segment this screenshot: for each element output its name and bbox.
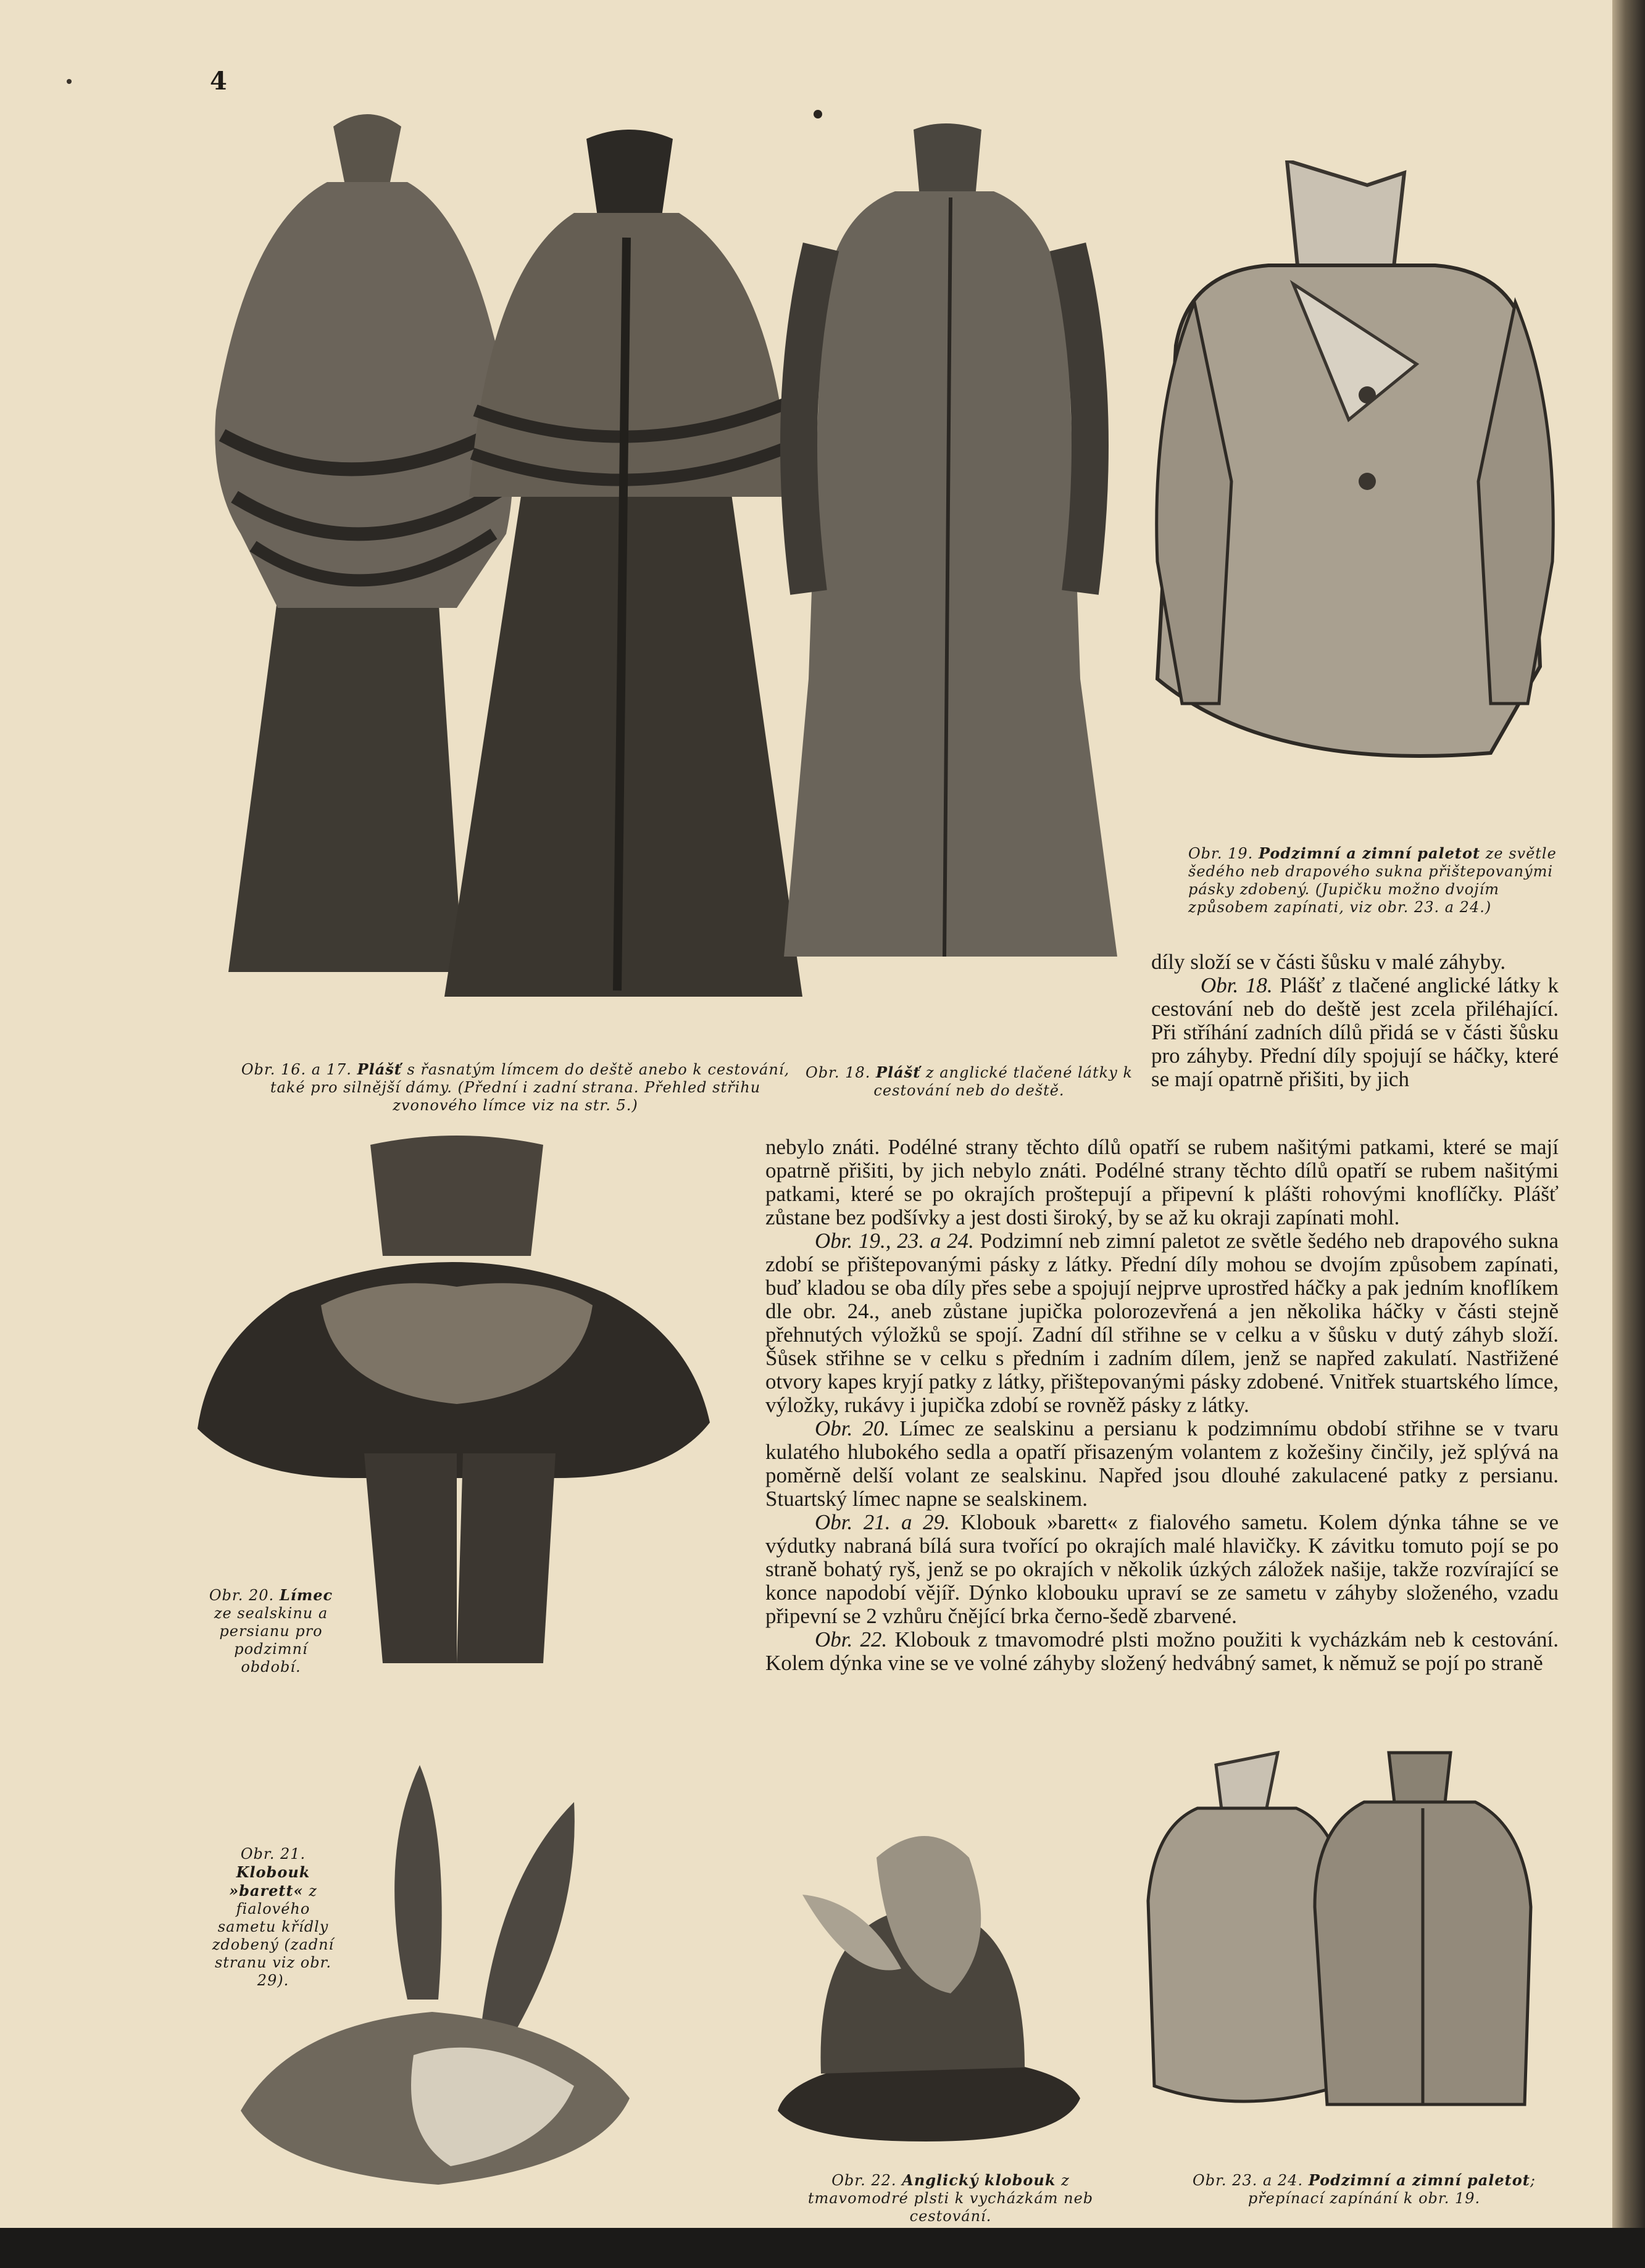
caption-ref: Obr. 18. — [806, 1064, 871, 1081]
caption-title: Plášť — [357, 1060, 402, 1078]
illustration-cape-coat-front — [432, 127, 815, 1009]
figure-reference: Obr. 21. a 29. — [815, 1510, 950, 1534]
ink-speck — [814, 110, 822, 118]
paragraph — [765, 1511, 1559, 1628]
caption-text: ; přepínací zapínání k obr. 19. — [1247, 2172, 1536, 2207]
paragraph — [765, 1229, 1559, 1417]
caption-text: z fialového sametu křídly zdobený (zadní stranu viz obr. 29). — [212, 1882, 335, 1989]
caption-fig-23-24 — [1160, 2171, 1568, 2208]
paragraph-text: Podzimní neb zimní paletot ze světle šedého neb drapového sukna zdobí se přištepovanými pásky z látky. Přední díly mohou se dvojím způsobem zapínati, buď kladou se oba díly přes sebe a spojují nejprve uprostřed háčky a pak jedním knoflíkem dle obr. 24., aneb zůstane jupička polorozevřená a jen několika háčky v části stejně přehnutých výložků se spojí. Zadní díl střihne se v celku a v šůsku v dutý záhyb složí. Šůsek střihne se v celku s předním i zadním dílem, jenž se napřed zakulatí. Nastřižené otvory kapes kryjí patky z látky, přištepovanými pásky zdobené. Vnitřek stuartského límce, výložky, rukávy i jupička zdobí se rovněž pásky z látky. — [765, 1229, 1559, 1417]
caption-ref: Obr. 19. — [1188, 845, 1254, 862]
paragraph-text: Klobouk z tmavomodré plsti možno použiti k vycházkám neb k cestování. Kolem dýnka vine se ve volné záhyby složený hedvábný samet, k němuž se pojí po straně — [765, 1627, 1559, 1675]
illustration-english-hat — [765, 1821, 1086, 2148]
caption-ref: Obr. 22. — [831, 2172, 897, 2189]
paragraph — [765, 1628, 1559, 1675]
caption-title: Plášť — [875, 1063, 921, 1081]
text-column-narrow — [1151, 950, 1559, 1091]
paragraph-text: Límec ze sealskinu a persianu k podzimnímu období střihne se v tvaru kulatého hlubokého sedla a opatří přisazeným volantem z kožešiny činčily, jež splývá na poměrně delší volant ze sealskinu. Napřed jsou dlouhé zakulacené patky z persianu. Stuartský límec napne se sealskinem. — [765, 1416, 1559, 1511]
figure-reference: Obr. 20. — [815, 1416, 890, 1440]
caption-fig-22 — [790, 2171, 1111, 2225]
paragraph-text: Klobouk »barett« z fialového sametu. Kolem dýnka táhne se ve výdutky nabraná bílá sura tvořící po okrajích malé hlavičky. K závitku tomuto pojí se po straně bohatý ryš, jenž se po okrajích v několik úzkých záložek našije, takže rozvírající se konce napodobí vějíř. Dýnko klobouku upraví se ze sametu v záhyby složeného, vzadu připevní se 2 vzhůru čnějící brka černo-šedě zbarvené. — [765, 1510, 1559, 1628]
ink-speck — [67, 79, 72, 84]
caption-fig-21 — [207, 1845, 339, 1990]
illustration-barett-hat — [228, 1765, 648, 2222]
caption-text: ze světle šedého neb drapového sukna přištepovanými pásky zdobený. (Jupičku možno dvojím způsobem zapínati, viz obr. 23. a 24.) — [1188, 845, 1557, 916]
caption-ref: Obr. 16. a 17. — [241, 1061, 352, 1078]
scan-border — [0, 2228, 1645, 2268]
caption-ref: Obr. 21. — [240, 1845, 306, 1863]
paragraph: díly složí se v části šůsku v malé záhyby. — [1151, 950, 1506, 974]
caption-fig-18 — [796, 1063, 1142, 1100]
caption-text: z tmavomodré plsti k vycházkám neb cestování. — [807, 2172, 1094, 2225]
figure-reference: Obr. 22. — [815, 1627, 888, 1651]
caption-text: s řasnatým límcem do deště anebo k cestování, také pro silnější dámy. (Přední i zadní strana. Přehled střihu zvonového límce viz na str. 5.) — [270, 1061, 790, 1114]
text-column-wide — [765, 1136, 1559, 1675]
paragraph: nebylo znáti. Podélné strany těchto dílů opatří se rubem našitými patkami, které se mají opatrně přišiti, by jich nebylo znáti. Podélné strany těchto dílů opatří se rubem našitými patkami, které se po okrajích proštepují a připevní k plášti rohovými knoflíčky. Plášť zůstane bez podšívky a jest dosti široký, by se až ku okraji zapínati mohl. — [765, 1135, 1559, 1229]
caption-title: Podzimní a zimní paletot — [1308, 2171, 1530, 2189]
caption-title: Límec — [279, 1586, 333, 1604]
caption-ref: Obr. 23. a 24. — [1193, 2172, 1304, 2189]
caption-text: ze sealskinu a persianu pro podzimní období. — [214, 1605, 328, 1676]
caption-fig-16-17 — [241, 1060, 790, 1115]
caption-title: Klobouk »barett« — [229, 1863, 310, 1900]
caption-title: Podzimní a zimní paletot — [1258, 844, 1481, 862]
illustration-fitted-coat — [772, 123, 1130, 969]
figure-reference: Obr. 19., 23. a 24. — [815, 1229, 974, 1253]
caption-ref: Obr. 20. — [209, 1587, 275, 1604]
illustration-paletot-jacket — [1145, 160, 1565, 771]
illustration-paletot-front-back — [1142, 1740, 1537, 2117]
paragraph-text: Plášť z tlačené anglické látky k cestování neb do deště jest zcela přiléhající. Při stříhání zadních dílů přidá se v části šůsku pro záhyby. Přední díly spojují se háčky, které se mají opatrně přišiti, by jich — [1151, 973, 1559, 1091]
caption-fig-20 — [202, 1586, 339, 1676]
book-binding-edge — [1612, 0, 1645, 2268]
paragraph — [1151, 974, 1559, 1091]
caption-fig-19 — [1188, 844, 1559, 916]
figure-reference: Obr. 18. — [1201, 973, 1273, 997]
caption-text: z anglické tlačené látky k cestování neb do deště. — [873, 1064, 1133, 1099]
page-number: 4 — [210, 67, 227, 96]
paragraph — [765, 1417, 1559, 1511]
caption-title: Anglický klobouk — [902, 2171, 1056, 2189]
